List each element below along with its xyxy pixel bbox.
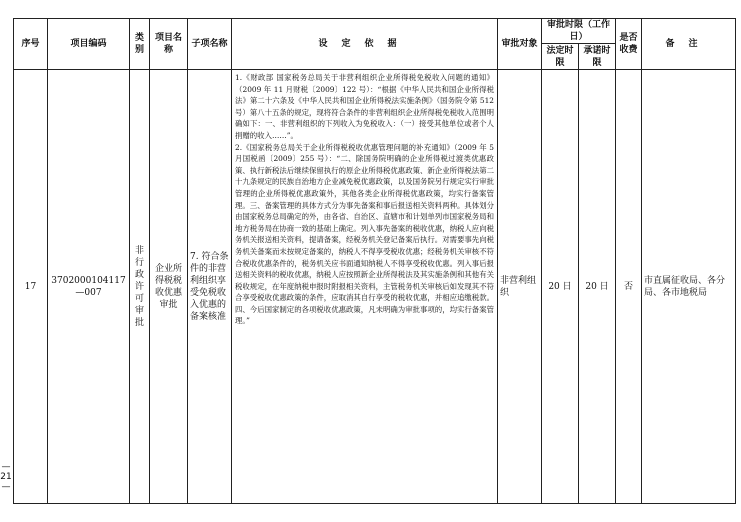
cell-code: 3702000104117—007 — [48, 70, 130, 504]
header-sub-item: 子项名称 — [188, 19, 232, 70]
cell-remark: 市直属征收局、各分局、各市地税局 — [642, 70, 736, 504]
header-basis: 设定依据 — [232, 19, 498, 70]
header-category: 类别 — [130, 19, 150, 70]
page-number: — 21 — — [0, 462, 12, 492]
cell-sub-item: 7. 符合条件的非营利组织享受免税收入优惠的备案核准 — [188, 70, 232, 504]
approval-items-table — [13, 18, 736, 504]
header-code: 项目编码 — [48, 19, 130, 70]
cell-target: 非营利组织 — [498, 70, 542, 504]
basis-paragraph-2: 2.《国家税务总局关于企业所得税税收优惠管理问题的补充通知》（2009 年 5 月国税函〔2009〕255 号）：“二、除国务院明确的企业所得税过渡类优惠政策、执行新税法后继续保留执行的原企业所得税优惠政策、新企业所得税法第二十九条规定的民族自治地方企业减免税优惠政策，以及国务院另行规定实行审批管理的企业所得税优惠政策外，其他各类企业所得税优惠政策，均实行备案管理。三、备案管理的具体方式分为事先备案和事后报送相关资料两种。具体划分由国家税务总局确定的外，由各省、自治区、直辖市和计划单列市国家税务局和地方税务局在协商一致的基础上确定。列入事先备案的税收优惠，纳税人应向税务机关报送相关资料，提请备案，经税务机关登记备案后执行。对需要事先向税务机关备案而未按规定备案的，纳税人不得享受税收优惠；经税务机关审核不符合税收优惠条件的，税务机关应书面通知纳税人不得享受税收优惠。列入事后报送相关资料的税收优惠，纳税人应按照新企业所得税法及其实施条例和其他有关税收规定，在年度纳税申报时附报相关资料，主管税务机关审核后如发现其不符合享受税收优惠政策的条件，应取消其自行享受的税收优惠，并相应追缴税款。四、今后国家制定的各项税收优惠政策，凡未明确为审批事项的，均实行备案管理。” — [235, 142, 494, 326]
cell-basis — [232, 70, 498, 504]
header-promised-limit: 承诺时限 — [579, 44, 616, 70]
header-remark: 备注 — [642, 19, 736, 70]
cell-seq: 17 — [14, 70, 48, 504]
cell-legal-limit: 20 日 — [542, 70, 579, 504]
header-seq: 序号 — [14, 19, 48, 70]
header-time-limit: 审批时限（工作日） — [542, 19, 616, 44]
cell-category: 非行政许可审批 — [130, 70, 150, 504]
basis-paragraph-1: 1.《财政部 国家税务总局关于非营利组织企业所得税免税收入问题的通知》（2009 年 11 月财税〔2009〕122 号）：“根据《中华人民共和国企业所得税法》第二十六条及《中华人民共和国企业所得税法实施条例》（国务院令第 512 号）第八十五条的规定，现将符合条件的非营利组织企业所得税免税收入范围明确如下：一、非营利组织的下列收入为免税收入：（一）接受其他单位或者个人捐赠的收入……”。 — [235, 73, 494, 140]
header-fee: 是否收费 — [616, 19, 642, 70]
table-row — [14, 70, 736, 504]
cell-promised-limit: 20 日 — [579, 70, 616, 504]
cell-fee: 否 — [616, 70, 642, 504]
header-target: 审批对象 — [498, 19, 542, 70]
header-item-name: 项目名称 — [150, 19, 188, 70]
cell-item-name: 企业所得税税收优惠审批 — [150, 70, 188, 504]
header-legal-limit: 法定时限 — [542, 44, 579, 70]
